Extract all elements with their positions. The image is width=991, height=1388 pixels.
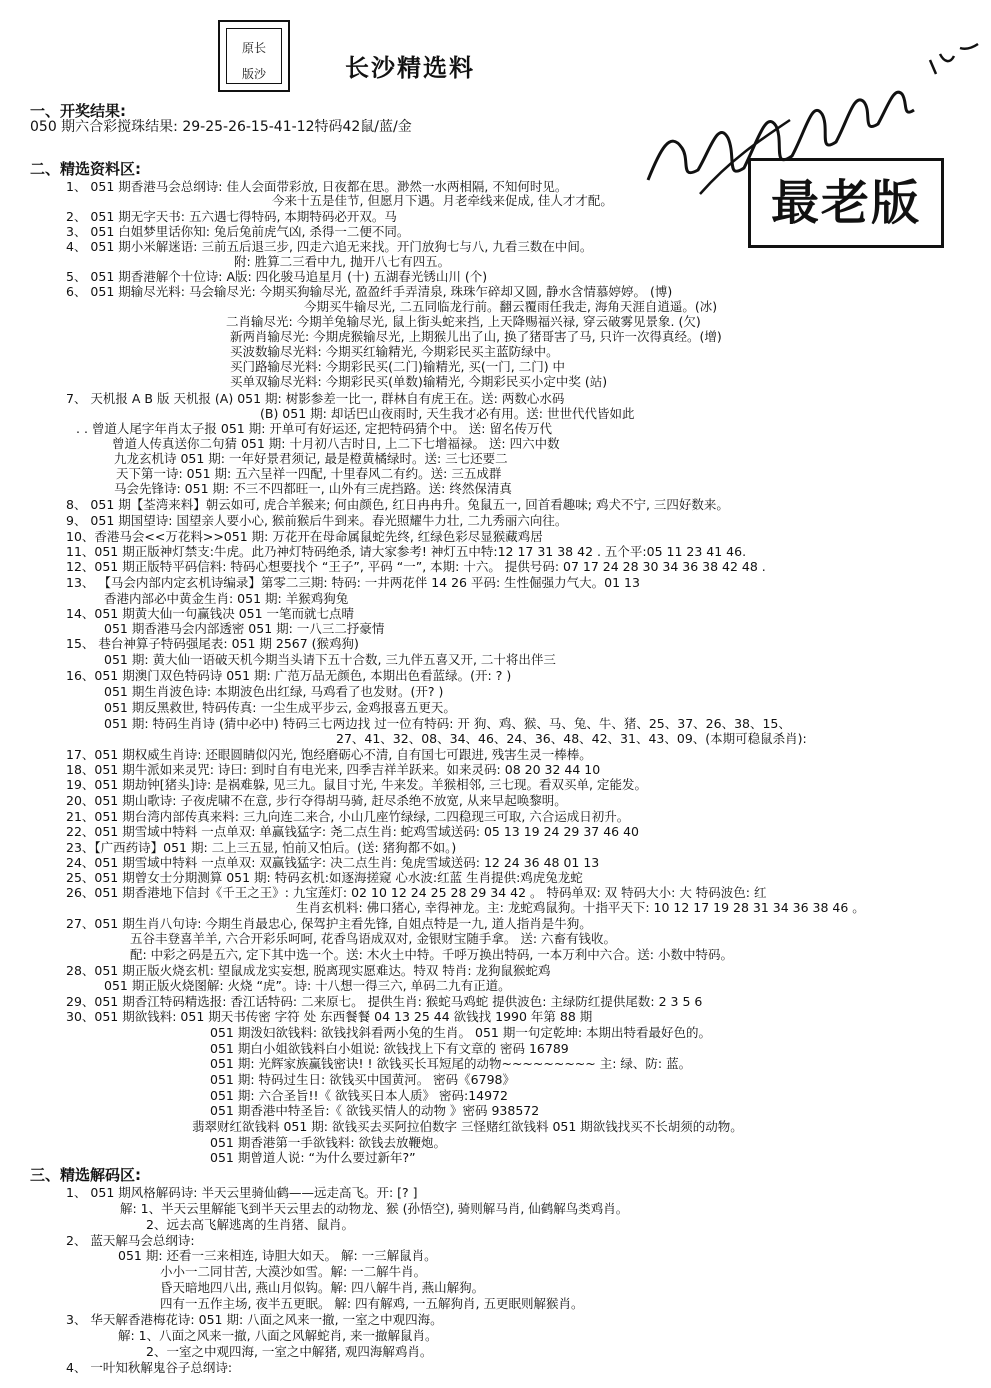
text-line: 3、 051 白姐梦里话你知: 兔后兔前虎气凶, 杀得一二便不同。: [66, 224, 410, 239]
text-line: 28、051 期正版火烧玄机: 望鼠成龙实妄想, 脱离现实愿难达。特双 特肖: 龙狗鼠猴蛇鸡: [66, 963, 551, 978]
text-line: 买单双输尽光料: 今期彩民买(单数)输精光, 今期彩民买小定中奖 (站): [230, 374, 608, 389]
text-line: 15、 巷台神算子特码强尾表: 051 期 2567 (猴鸡狗): [66, 636, 359, 651]
text-line: 小小一二同甘苦, 大漠沙如雪。解: 一二解牛肖。: [160, 1264, 427, 1279]
text-line: 051 期香港第一手欲钱料: 欲钱去放鞭炮。: [210, 1135, 447, 1150]
text-line: 051 期: 特码生肖诗 (猜中必中) 特码三七两边找 过一位有特码: 开 狗、鸡、猴、马、兔、牛、猪、25、37、26、38、15、: [104, 716, 791, 731]
text-line: . . 曾道人尾字年肖太子报 051 期: 开单可有好运还, 定把特码猜个中。 送: 留名传万代: [76, 421, 552, 436]
text-line: 2、 051 期无字天书: 五六遇七得特码, 本期特码必开双。马: [66, 209, 397, 224]
draw-result-line: 050 期六合彩搅珠结果: 29-25-26-15-41-12特码42鼠/蓝/金: [30, 119, 412, 135]
text-line: 051 期泼妇欲钱料: 欲钱找斜看两小兔的生肖。 051 期一句定乾坤: 本期出特看最好色的。: [210, 1025, 712, 1040]
text-line: 27、051 期生肖八句诗: 今期生肖最忠心, 保驾护主看先锋, 自姐点特是一九, 道人指肖是牛狗。: [66, 916, 592, 931]
text-line: 051 期: 特码过生日: 欲钱买中国黄河。 密码《6798》: [210, 1072, 515, 1087]
text-line: 4、 一叶知秋解鬼谷子总纲诗:: [66, 1360, 233, 1375]
text-line: 马会先锋诗: 051 期: 不三不四都旺一, 山外有三虎挡路。送: 终然保清真: [114, 481, 512, 496]
text-line: 051 期曾道人说: “为什么要过新年?”: [210, 1150, 416, 1165]
text-line: 21、051 期台湾内部传真来料: 三九向连二来合, 小山几座竹绿绿, 二四稳现三可取, 六合运成日初升。: [66, 809, 630, 824]
text-line: 昏天暗地四八出, 燕山月似钩。解: 四八解牛肖, 燕山解狗。: [160, 1280, 485, 1295]
text-line: 今期买牛输尽光, 二五同临龙行前。翻云覆雨任我走, 海角天涯自逍遥。(冰): [304, 299, 718, 314]
text-line: 曾道人传真送你二句猜 051 期: 十月初八吉时日, 上二下七增福禄。 送: 四六中数: [112, 436, 560, 451]
text-line: 5、 051 期香港解个十位诗: A版: 四化骏马追星月 (十) 五湖春光锈山川 (个): [66, 269, 488, 284]
section-heading-selected: 二、精选资料区:: [30, 160, 141, 178]
text-line: 051 期正版火烧图解: 火烧 “虎”。诗: 十八想一得三六, 单码二九有正道。: [104, 978, 511, 993]
text-line: 051 期: 黄大仙一语破天机今期当头请下五十合数, 三九伴五喜又开, 二十将出伴三: [104, 652, 556, 667]
text-line: (B) 051 期: 却话巴山夜雨时, 天生我才必有用。送: 世世代代皆如此: [260, 406, 635, 421]
text-line: 香港内部必中黄金生肖: 051 期: 羊猴鸡狗兔: [104, 591, 349, 606]
text-line: 18、051 期牛派如来灵咒: 诗曰: 到时自有电光来, 四季吉祥羊跃来。如来灵码: 08 20 32 44 10: [66, 762, 601, 777]
text-line: 1、 051 期风格解码诗: 半天云里骑仙鹤——远走高飞。开: [? ]: [66, 1185, 418, 1200]
text-line: 今来十五是佳节, 但愿月下遇。月老牵线来促成, 佳人才才配。: [272, 193, 613, 208]
text-line: 23、【广西药诗】051 期: 二上三五显, 怕前又怕后。(送: 猪狗都不如。): [66, 840, 457, 855]
text-line: 2、一室之中观四海, 一室之中解猪, 观四海解鸡肖。: [146, 1344, 433, 1359]
text-line: 翡翠财红欲钱料 051 期: 欲钱买去买阿拉伯数字 三怪赌红欲钱料 051 期欲钱找买不长胡须的动物。: [192, 1119, 743, 1134]
text-line: 051 期反黑救世, 特码传真: 一尘生成平步云, 金鸡报喜五更天。: [104, 700, 456, 715]
text-line: 买波数输尽光料: 今期买红输精光, 今期彩民买主蓝防绿中。: [230, 344, 559, 359]
page-title: 长沙精选料: [345, 54, 475, 82]
oldest-edition-badge: 最老版: [748, 158, 944, 248]
text-line: 27、41、32、08、34、46、24、36、48、42、31、43、09、(本期可稳鼠杀肖):: [336, 731, 807, 746]
seal-stamp: [218, 20, 290, 92]
text-line: 二肖输尽光: 今期羊兔输尽光, 鼠上街头蛇来挡, 上天降赐福兴禄, 穿云破雾见景象. (欠): [226, 314, 701, 329]
text-line: 买门路输尽光料: 今期彩民买(二门)输精光, 买(一门, 二门) 中: [230, 359, 566, 374]
text-line: 生肖玄机料: 佛口猪心, 幸得神龙。主: 龙蛇鸡鼠狗。十指平天下: 10 12 17 19 28 31 34 36 38 46 。: [296, 900, 865, 915]
text-line: 解: 1、八面之风来一撤, 八面之风解蛇肖, 来一撤解鼠肖。: [118, 1328, 438, 1343]
text-line: 14、051 期黄大仙一句赢钱决 051 一笔而就七点晴: [66, 606, 355, 621]
text-line: 6、 051 期输尽光料: 马会输尽光: 今期买狗输尽光, 盈盈纤手弄清泉, 珠珠乍碎却又圆, 静水含情慕婷婷。 (博): [66, 284, 673, 299]
text-line: 26、051 期香港地下信封《千王之王》: 九宝莲灯: 02 10 12 24 25 28 29 34 42 。 特码单双: 双 特码大小: 大 特码波色: 红: [66, 885, 767, 900]
text-line: 051 期生肖波色诗: 本期波色出红绿, 马鸡看了也发财。(开? ): [104, 684, 444, 699]
text-line: 九龙玄机诗 051 期: 一年好景君须记, 最是橙黄橘绿时。送: 三七还要二: [114, 451, 508, 466]
text-line: 30、051 期欲钱料: 051 期天书传密 字符 处 东西餐餐 04 13 25 44 欲钱找 1990 年第 88 期: [66, 1009, 593, 1024]
text-line: 12、051 期正版特平码信料: 特码心想要找个 “王子”, 平码 “一”, 本期: 十六。 提供号码: 07 17 24 28 30 34 36 38 42 48 .: [66, 559, 766, 574]
text-line: 2、远去高飞解逃离的生肖猪、鼠肖。: [146, 1217, 354, 1232]
text-line: 四有一五作主场, 夜半五更眠。 解: 四有解鸡, 一五解狗肖, 五更眠则解猴肖。: [160, 1296, 584, 1311]
text-line: 10、香港马会<<万花料>>051 期: 万花开在母命属鼠蛇先终, 红绿色彩尽显猴藏鸡居: [66, 529, 543, 544]
text-line: 五谷丰登喜羊羊, 六合开彩乐呵呵, 花香鸟语成双对, 金银财宝随手拿。 送: 六畜有钱收。: [130, 931, 617, 946]
text-line: 3、 华天解香港梅花诗: 051 期: 八面之风来一撤, 一室之中观四海。: [66, 1312, 443, 1327]
text-line: 配: 中彩之码是五六, 定下其中选一个。送: 木火土中特。千呼万换出特码, 一本万利中六合。送: 小数中特码。: [130, 947, 733, 962]
text-line: 天下第一诗: 051 期: 五六呈祥一四配, 十里春风二有约。送: 三五成群: [116, 466, 502, 481]
text-line: 051 期: 六合圣旨!!《 欲钱买日本人质》 密码:14972: [210, 1088, 508, 1103]
section-heading-decode: 三、精选解码区:: [30, 1166, 141, 1184]
stamp-text-1: 原长: [241, 41, 266, 55]
text-line: 19、051 期劫钟[猪头]诗: 是祸难躲, 见三九。鼠目寸光, 牛来发。羊猴相邻, 三七现。看双买单, 定能发。: [66, 777, 647, 792]
stamp-text-2: 版沙: [241, 67, 266, 81]
text-line: 051 期香港中特圣旨:《 欲钱买情人的动物 》密码 938572: [210, 1103, 540, 1118]
section-heading-results: 一、开奖结果:: [30, 102, 126, 120]
text-line: 29、051 期香江特码精选报: 香江话特码: 二来原七。 提供生肖: 猴蛇马鸡蛇 提供波色: 主绿防红提供尾数: 2 3 5 6: [66, 994, 703, 1009]
text-line: 17、051 期权威生肖诗: 还眼圆睛似闪光, 饱经磨砺心不清, 自有国七可跟进, 残害生灵一棒棒。: [66, 747, 592, 762]
text-line: 9、 051 期国望诗: 国望亲人要小心, 猴前猴后牛到来。春光照耀牛力壮, 二九秀丽六向往。: [66, 513, 568, 528]
text-line: 8、 051 期【荃湾来料】朝云如可, 虎合羊猴来; 何由颜色, 红日冉冉升。兔鼠五一, 回首看趣味; 鸡犬不宁, 三四好数来。: [66, 497, 729, 512]
text-line: 附: 胜算二三看中九, 抛开八七有四五。: [234, 254, 451, 269]
text-line: 24、051 期雪域中特料 一点单双: 双赢钱猛字: 决二点生肖: 兔虎雪域送码: 12 24 36 48 01 13: [66, 855, 600, 870]
text-line: 1、 051 期香港马会总纲诗: 佳人会面带彩放, 日夜都在思。渺然一水两相隔, 不知何时见。: [66, 179, 568, 194]
text-line: 051 期: 还看一三来相连, 诗胆大如天。 解: 一三解鼠肖。: [118, 1248, 437, 1263]
text-line: 051 期: 光辉家族赢钱密诀! ! 欲钱买长耳短尾的动物~~~~~~~~~ 主: 绿、防: 蓝。: [210, 1056, 692, 1071]
text-line: 13、 【马会内部内定玄机诗编录】第零二三期: 特码: 一井两花伴 14 26 平码: 生性倔强力气大。01 13: [66, 575, 640, 590]
text-line: 22、051 期雪域中特料 一点单双: 单赢钱猛字: 尧二点生肖: 蛇鸡雪域送码: 05 13 19 24 29 37 46 40: [66, 824, 640, 839]
text-line: 7、 天机报 A B 版 天机报 (A) 051 期: 树影参差一比一, 群林自有虎王在。送: 两数心水码: [66, 391, 565, 406]
text-line: 2、 蓝天解马会总纲诗:: [66, 1233, 195, 1248]
text-line: 11、051 期正版神灯禁支:牛虎。此乃神灯特码绝杀, 请大家参考! 神灯五中特:12 17 31 38 42 . 五个平:05 11 23 41 46.: [66, 544, 747, 559]
text-line: 16、051 期澳门双色特码诗 051 期: 广范万品无颜色, 本期出色看蓝绿。(开: ? ): [66, 668, 512, 683]
text-line: 新两肖输尽光: 今期虎猴输尽光, 上期猴儿出了山, 换了猪哥害了马, 只许一次得真经。(增): [230, 329, 722, 344]
text-line: 051 期白小姐欲钱料白小姐说: 欲钱找上下有文章的 密码 16789: [210, 1041, 569, 1056]
text-line: 051 期香港马会内部透密 051 期: 一八三二抒豪情: [104, 621, 385, 636]
text-line: 20、051 期山歌诗: 子夜虎啸不在意, 步行夺得胡马骑, 赶尽杀绝不放宽, 从来早起唤黎明。: [66, 793, 567, 808]
text-line: 解: 1、半天云里解能飞到半天云里去的动物龙、猴 (孙悟空), 骑则解马肖, 仙鹤解鸟类鸡肖。: [120, 1201, 629, 1216]
text-line: 4、 051 期小米解迷语: 三前五后退三步, 四走六追无来找。开门放狗七与八, 九看三数在中间。: [66, 239, 593, 254]
text-line: 25、051 期曾女士分期测算 051 期: 特码玄机:如逐海搓窥 心水波:红蓝 生肖提供:鸡虎兔龙蛇: [66, 870, 583, 885]
